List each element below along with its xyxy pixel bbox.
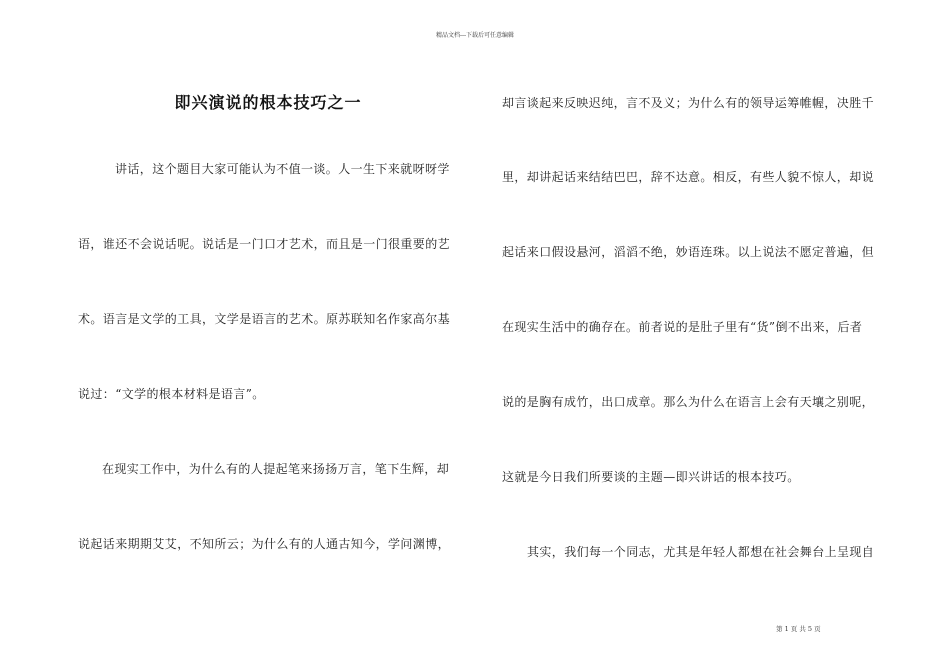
page-header: 精品文档---下载后可任意编辑	[435, 32, 515, 39]
text-line: 其实，我们每一个同志，尤其是年轻人都想在社会舞台上呈现自	[527, 545, 875, 559]
text-line: 语，谁还不会说话呢。说话是一门口才艺术，而且是一门很重要的艺	[78, 237, 451, 251]
text-line: 说过：“文学的根本材料是语言”。	[78, 387, 265, 401]
text-line: 起话来口假设悬河，滔滔不绝，妙语连珠。以上说法不愿定普遍，但	[502, 245, 875, 259]
text-line: 却言谈起来反映迟纯，言不及义；为什么有的领导运筹帷幄，决胜千	[502, 96, 875, 110]
text-line: 术。语言是文学的工具，文学是语言的艺术。原苏联知名作家高尔基	[78, 312, 451, 326]
document-title: 即兴演说的根本技巧之一	[174, 93, 362, 112]
page-number: 第 1 页 共 5 页	[776, 625, 821, 633]
text-line: 在现实生活中的确存在。前者说的是肚子里有“货”倒不出来，后者	[502, 320, 863, 334]
text-line: 讲话，这个题目大家可能认为不值一谈。人一生下来就呀呀学	[115, 162, 450, 176]
text-line: 说起话来期期艾艾，不知所云；为什么有的人通古知今，学问渊博，	[78, 537, 451, 551]
text-line: 这就是今日我们所要谈的主题—即兴讲话的根本技巧。	[502, 470, 800, 484]
text-line: 在现实工作中，为什么有的人提起笔来扬扬万言，笔下生辉，却	[102, 462, 450, 476]
text-line: 里，却讲起话来结结巴巴，辞不达意。相反，有些人貌不惊人，却说	[502, 170, 875, 184]
text-line: 说的是胸有成竹，出口成章。那么为什么在语言上会有天壤之别呢，	[502, 395, 875, 409]
